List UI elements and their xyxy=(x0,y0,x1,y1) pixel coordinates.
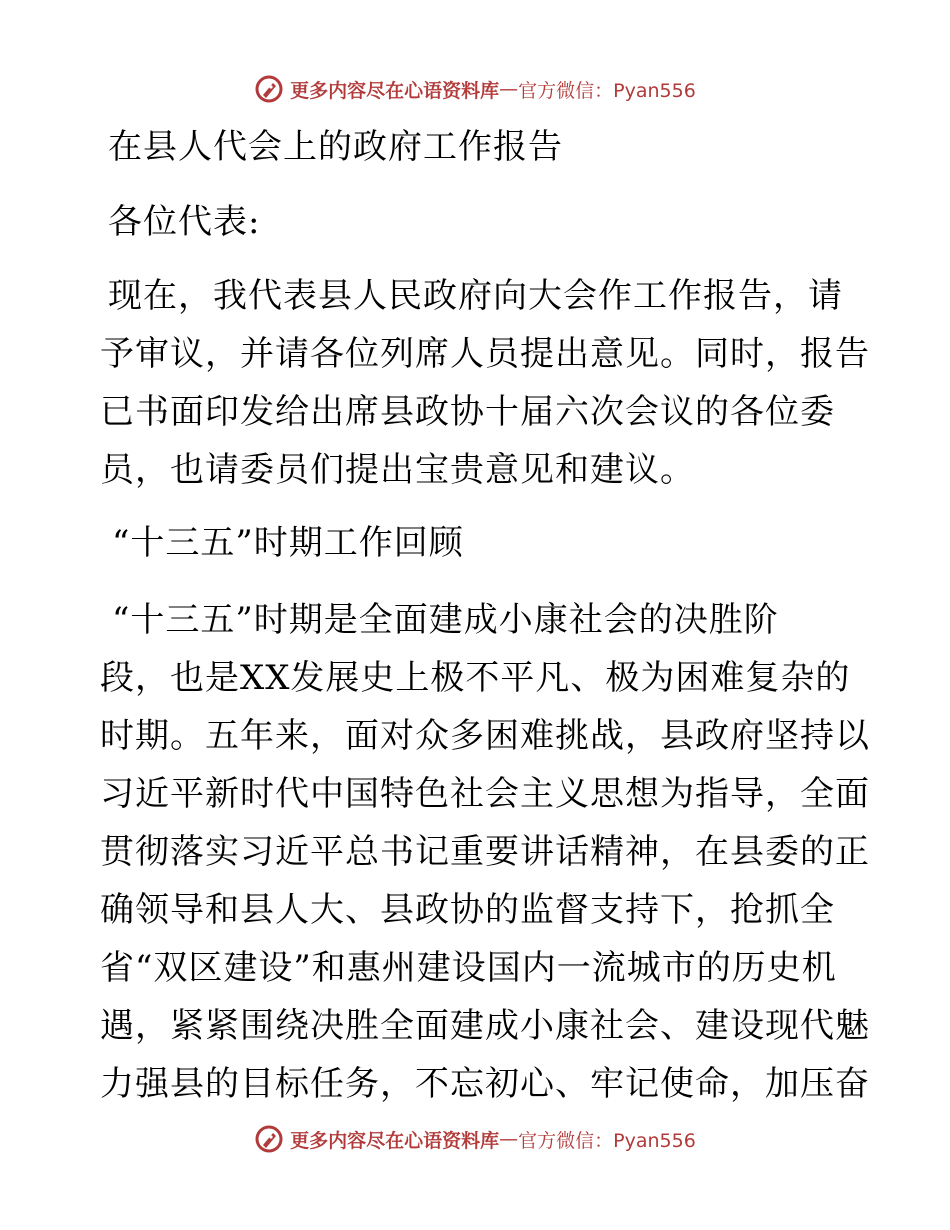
paragraph-line: 确领导和县人大、县政协的监督支持下，抢抓全 xyxy=(100,890,835,930)
paragraph-line: 力强县的目标任务，不忘初心、牢记使命，加压奋 xyxy=(100,1064,870,1104)
paragraph-line: 省“双区建设”和惠州建设国内一流城市的历史机 xyxy=(100,948,837,988)
salutation: 各位代表: xyxy=(108,202,261,242)
paragraph-line: 员，也请委员们提出宝贵意见和建议。 xyxy=(100,450,695,490)
footer-watermark xyxy=(0,1124,950,1154)
paragraph-line: 段，也是XX发展史上极不平凡、极为困难复杂的 xyxy=(100,658,851,698)
paragraph-line: 已书面印发给出席县政协十届六次会议的各位委 xyxy=(100,392,835,432)
watermark-separator: — xyxy=(499,78,519,100)
watermark-contact: 官方微信：Pyan556 xyxy=(518,79,696,102)
watermark-separator: — xyxy=(499,1128,519,1150)
pen-nib-circle-icon xyxy=(254,1124,284,1154)
pen-nib-circle-icon xyxy=(254,74,284,104)
paragraph-line: 现在，我代表县人民政府向大会作工作报告，请 xyxy=(108,276,843,316)
paragraph-line: 时期。五年来，面对众多困难挑战，县政府坚持以 xyxy=(100,716,870,756)
paragraph-line: 予审议，并请各位列席人员提出意见。同时，报告 xyxy=(100,334,870,374)
paragraph-line: “十三五”时期是全面建成小康社会的决胜阶 xyxy=(112,600,779,640)
paragraph-line: 习近平新时代中国特色社会主义思想为指导，全面 xyxy=(100,774,870,814)
paragraph-line: 贯彻落实习近平总书记重要讲话精神，在县委的正 xyxy=(100,832,870,872)
paragraph-line: 遇，紧紧围绕决胜全面建成小康社会、建设现代魅 xyxy=(100,1006,870,1046)
watermark-contact: 官方微信：Pyan556 xyxy=(518,1129,696,1152)
section-heading: “十三五”时期工作回顾 xyxy=(112,523,464,563)
watermark-brand: 更多内容尽在心语资料库 xyxy=(290,1129,500,1152)
header-watermark xyxy=(0,74,950,104)
watermark-brand: 更多内容尽在心语资料库 xyxy=(290,79,500,102)
document-title: 在县人代会上的政府工作报告 xyxy=(108,127,563,167)
